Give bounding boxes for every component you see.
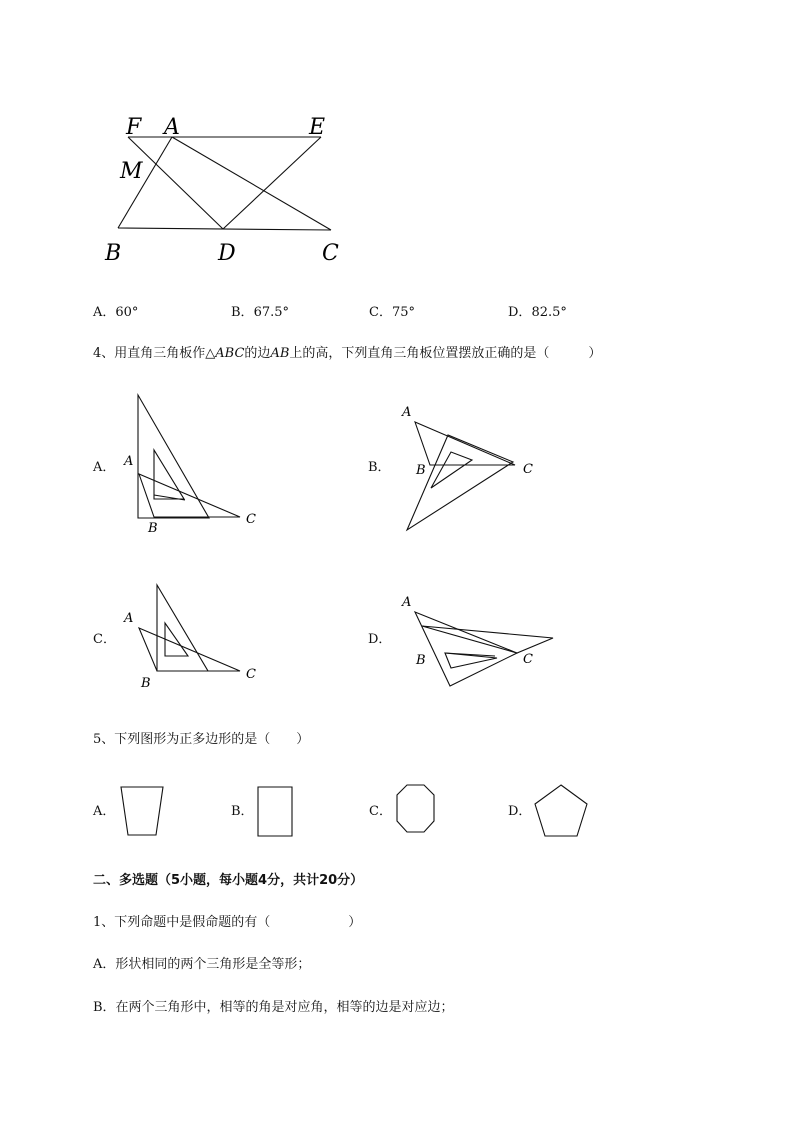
label-d: D	[218, 241, 236, 266]
q4-stem-abc: ABC	[215, 346, 245, 361]
m1-option-b[interactable]: B．在两个三角形中，相等的角是对应角，相等的边是对应边；	[93, 1000, 454, 1015]
set-square-inner	[154, 450, 184, 499]
q5-option-d-label[interactable]: D．	[508, 804, 532, 819]
option-text: 67.5°	[253, 305, 290, 320]
section-heading: 二、多选题（5小题，每小题4分，共计20分）	[93, 873, 364, 888]
set-square-outer	[422, 626, 553, 653]
option-letter: A．	[93, 305, 116, 320]
set-square-inner	[165, 623, 188, 656]
q4-option-b-figure	[395, 400, 555, 540]
option-letter: D．	[508, 305, 532, 320]
q4-stem-prefix: 4、用直角三角板作△	[93, 346, 216, 361]
q4-option-d-figure	[395, 590, 565, 690]
q5-option-a-trapezoid	[118, 784, 168, 838]
label-b: B	[148, 521, 158, 536]
label-b: B	[105, 241, 122, 266]
q5-option-d-pentagon	[533, 782, 591, 840]
q5-option-c-label[interactable]: C．	[369, 804, 392, 819]
label-a: A	[402, 405, 412, 420]
label-b: B	[141, 676, 151, 691]
label-c: C	[322, 241, 339, 266]
q4-stem-mid: 的边	[244, 346, 271, 361]
q3-option-c[interactable]	[369, 305, 415, 321]
triangle-abc	[139, 628, 240, 671]
option-text: 75°	[391, 305, 415, 320]
label-a: A	[124, 454, 134, 469]
label-c: C	[246, 667, 256, 682]
label-b: B	[416, 653, 426, 668]
m1-stem: 1、下列命题中是假命题的有（ ）	[93, 915, 362, 930]
q5-stem: 5、下列图形为正多边形的是（ ）	[93, 732, 310, 747]
option-text: 82.5°	[531, 305, 567, 320]
q4-option-a-label[interactable]: A．	[93, 460, 116, 475]
label-a: A	[402, 595, 412, 610]
set-square-inner	[431, 452, 472, 488]
q4-option-c-figure	[120, 575, 270, 695]
label-a: A	[164, 115, 180, 140]
q4-option-a-figure	[120, 390, 270, 540]
q3-option-b[interactable]	[231, 305, 289, 321]
q3-geometry-figure	[100, 110, 360, 270]
q3-option-d[interactable]	[508, 305, 567, 321]
option-letter: B．	[231, 305, 254, 320]
q4-stem-suffix: 上的高，下列直角三角板位置摆放正确的是（ ）	[289, 346, 602, 361]
set-square-outer	[407, 435, 513, 530]
m1-option-a[interactable]: A．形状相同的两个三角形是全等形；	[93, 957, 311, 972]
option-text: 60°	[115, 305, 139, 320]
q4-stem	[93, 346, 601, 362]
q5-option-c-octagon	[395, 783, 437, 835]
label-b: B	[416, 463, 426, 478]
segment-ac	[172, 137, 331, 230]
label-c: C	[523, 652, 533, 667]
triangle-abc	[415, 422, 515, 465]
q3-option-a[interactable]	[93, 305, 138, 321]
label-e: E	[309, 115, 326, 140]
q5-option-a-label[interactable]: A．	[93, 804, 116, 819]
q4-option-b-label[interactable]: B．	[368, 460, 391, 475]
q5-option-b-label[interactable]: B．	[231, 804, 254, 819]
label-c: C	[523, 462, 533, 477]
label-f: F	[126, 115, 142, 140]
label-c: C	[246, 512, 256, 527]
label-a: A	[124, 611, 134, 626]
q4-option-c-label[interactable]: C．	[93, 632, 116, 647]
q4-option-d-label[interactable]: D．	[368, 632, 392, 647]
option-letter: C．	[369, 305, 392, 320]
q4-stem-ab: AB	[270, 346, 290, 361]
q5-option-b-rectangle	[256, 785, 296, 839]
label-m: M	[120, 159, 143, 184]
